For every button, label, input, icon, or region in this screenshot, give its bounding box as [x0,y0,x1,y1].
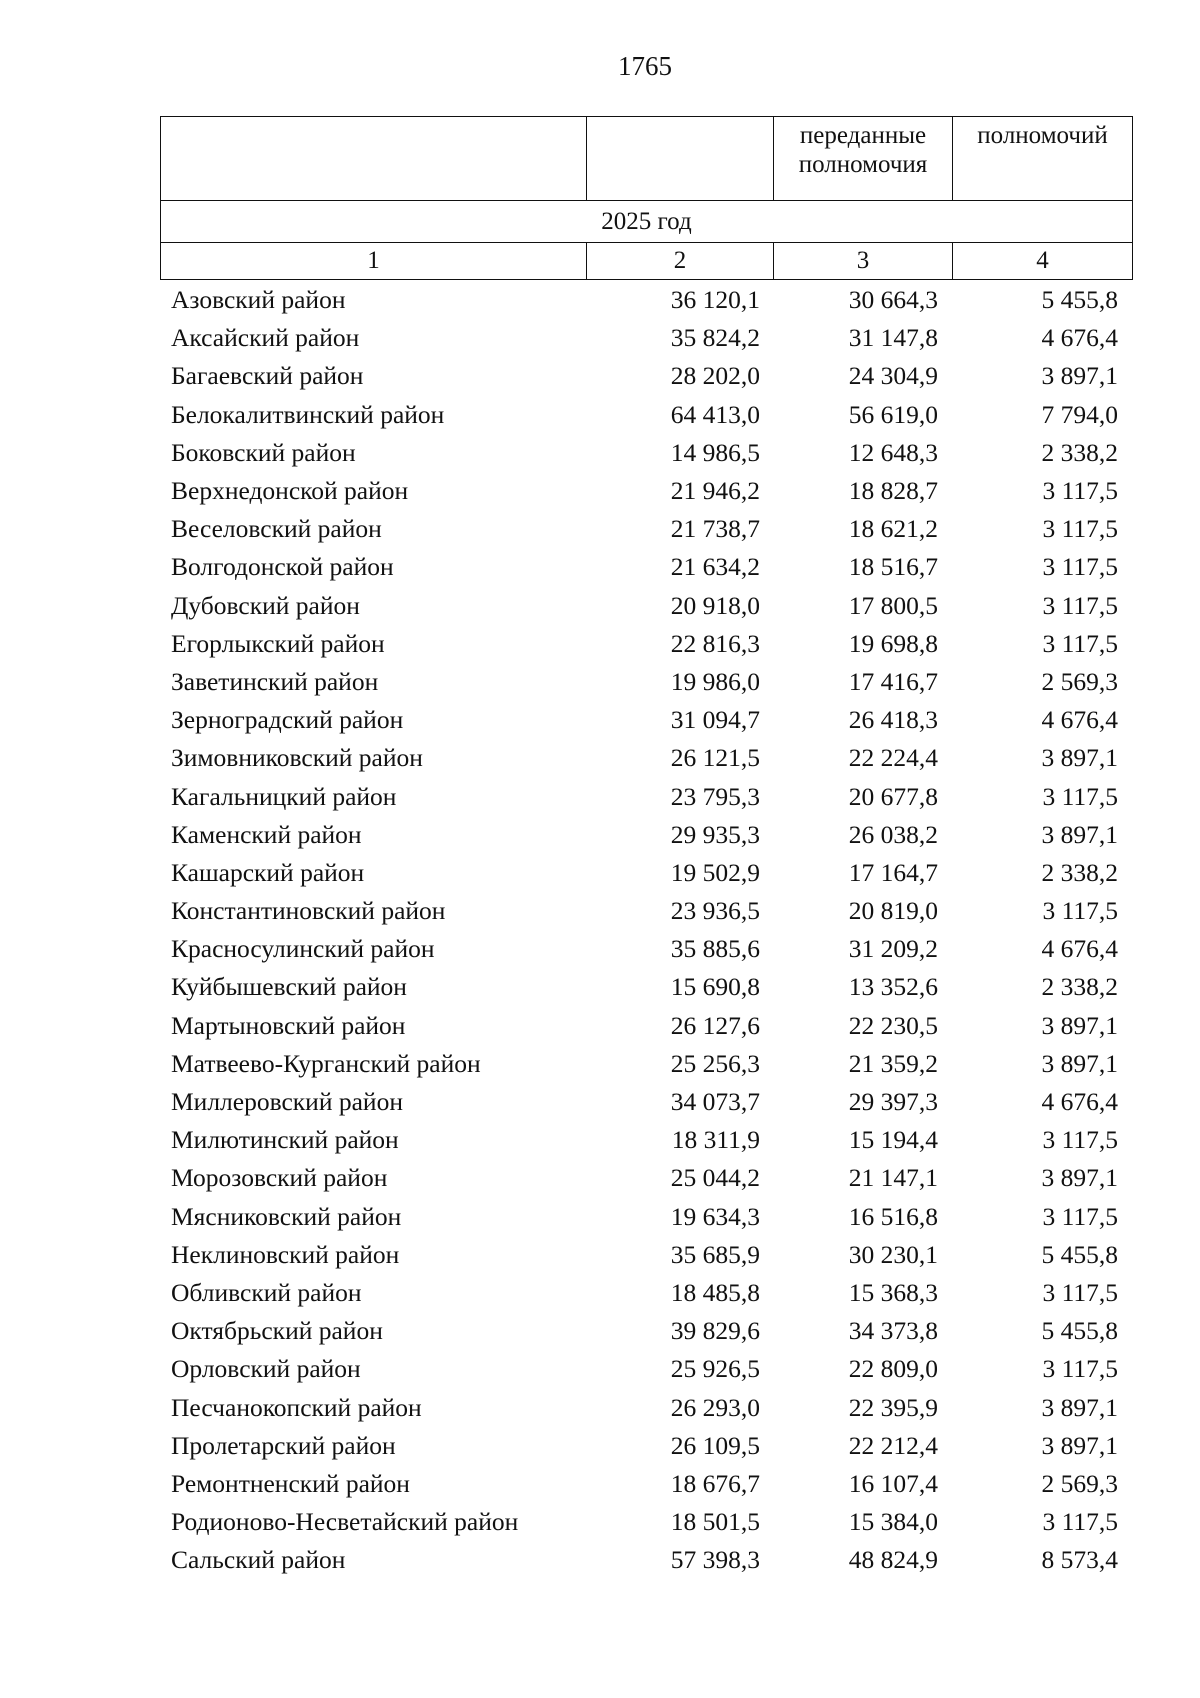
table-row [160,1465,1128,1503]
district-name: Дубовский район [171,590,360,620]
table-row [160,739,1128,777]
value-col4: 3 117,5 [1042,1354,1118,1384]
table-row [160,357,1128,395]
district-name: Каменский район [171,819,362,849]
district-name: Константиновский район [171,896,446,926]
value-col2: 21 946,2 [670,476,760,506]
table-row [160,1236,1128,1274]
value-col3: 21 359,2 [848,1048,938,1078]
table-row [160,1121,1128,1159]
value-col4: 3 117,5 [1042,552,1118,582]
table-row [160,1350,1128,1388]
district-name: Азовский район [171,285,346,315]
value-col2: 19 634,3 [670,1201,760,1231]
value-col2: 23 795,3 [670,781,760,811]
value-col4: 3 897,1 [1041,1010,1118,1040]
value-col3: 18 516,7 [848,552,938,582]
table-row [160,701,1128,739]
value-col2: 39 829,6 [670,1316,760,1346]
table-row [160,1274,1128,1312]
district-name: Обливский район [171,1277,362,1307]
table-row [160,1503,1128,1541]
table-row [160,587,1128,625]
value-col2: 18 311,9 [671,1125,760,1155]
value-col2: 26 127,6 [670,1010,760,1040]
column-number-1: 1 [161,243,587,280]
value-col3: 17 416,7 [848,666,938,696]
value-col3: 12 648,3 [848,437,938,467]
value-col3: 56 619,0 [848,399,938,429]
district-name: Морозовский район [171,1163,388,1193]
table-row [160,1007,1128,1045]
value-col2: 26 293,0 [670,1392,760,1422]
value-col2: 19 986,0 [670,666,760,696]
year-label: 2025 год [161,201,1133,243]
year-row [161,201,1133,243]
value-col2: 18 676,7 [670,1468,760,1498]
district-name: Веселовский район [171,514,382,544]
value-col4: 3 117,5 [1042,1277,1118,1307]
value-col2: 35 685,9 [670,1239,760,1269]
value-col4: 2 338,2 [1041,437,1118,467]
value-col2: 21 738,7 [670,514,760,544]
value-col3: 20 819,0 [848,896,938,926]
value-col4: 3 117,5 [1042,628,1118,658]
value-col2: 25 926,5 [670,1354,760,1384]
value-col2: 22 816,3 [670,628,760,658]
page-number: 1765 [618,51,672,81]
value-col3: 20 677,8 [848,781,938,811]
header-cell-2 [587,117,774,201]
value-col4: 3 117,5 [1042,781,1118,811]
table-row [160,1427,1128,1465]
value-col4: 2 569,3 [1041,666,1118,696]
value-col4: 8 573,4 [1041,1545,1118,1575]
value-col3: 30 664,3 [848,285,938,315]
column-number-3: 3 [774,243,953,280]
value-col2: 31 094,7 [670,705,760,735]
value-col3: 31 147,8 [848,323,938,353]
table-row [160,281,1128,319]
table-header [160,116,1133,280]
header-col3-line1: переданные [799,122,927,149]
value-col4: 5 455,8 [1041,1239,1118,1269]
value-col3: 31 209,2 [848,934,938,964]
value-col3: 22 224,4 [848,743,938,773]
header-col1-text [161,117,586,121]
value-col4: 5 455,8 [1041,1316,1118,1346]
header-cell-4 [953,117,1133,201]
district-name: Милютинский район [171,1125,399,1155]
district-name: Кашарский район [171,857,365,887]
value-col2: 20 918,0 [670,590,760,620]
table-row [160,1388,1128,1426]
value-col3: 17 800,5 [848,590,938,620]
header-col3-text [774,117,952,179]
value-col3: 16 107,4 [848,1468,938,1498]
value-col3: 22 395,9 [848,1392,938,1422]
district-name: Сальский район [171,1545,346,1575]
value-col4: 4 676,4 [1041,323,1118,353]
table-row [160,396,1128,434]
value-col3: 19 698,8 [848,628,938,658]
district-name: Пролетарский район [171,1430,396,1460]
district-name: Красносулинский район [171,934,435,964]
value-col2: 14 986,5 [670,437,760,467]
value-col3: 17 164,7 [848,857,938,887]
value-col4: 4 676,4 [1041,934,1118,964]
table-row [160,1045,1128,1083]
header-col4-text: полномочий [977,122,1108,149]
value-col4: 3 117,5 [1042,514,1118,544]
value-col3: 48 824,9 [848,1545,938,1575]
value-col3: 24 304,9 [848,361,938,391]
table-row [160,1083,1128,1121]
column-number-4: 4 [953,243,1133,280]
value-col4: 2 569,3 [1041,1468,1118,1498]
value-col4: 3 897,1 [1041,1048,1118,1078]
district-name: Миллеровский район [171,1087,403,1117]
value-col4: 3 117,5 [1042,1125,1118,1155]
value-col3: 22 230,5 [848,1010,938,1040]
header-col2-text [587,117,773,121]
district-name: Матвеево-Курганский район [171,1048,481,1078]
district-name: Боковский район [171,437,356,467]
district-name: Аксайский район [171,323,360,353]
value-col4: 2 338,2 [1041,972,1118,1002]
table-row [160,319,1128,357]
district-name: Ремонтненский район [171,1468,410,1498]
column-number-2: 2 [587,243,774,280]
value-col3: 21 147,1 [848,1163,938,1193]
value-col2: 36 120,1 [670,285,760,315]
district-name: Заветинский район [171,666,379,696]
value-col2: 15 690,8 [670,972,760,1002]
district-name: Зерноградский район [171,705,404,735]
value-col2: 29 935,3 [670,819,760,849]
value-col3: 26 038,2 [848,819,938,849]
district-name: Багаевский район [171,361,364,391]
value-col4: 3 897,1 [1041,1430,1118,1460]
table-row [160,892,1128,930]
value-col2: 64 413,0 [670,399,760,429]
value-col3: 13 352,6 [848,972,938,1002]
district-name: Песчанокопский район [171,1392,422,1422]
header-cell-3 [774,117,953,201]
value-col2: 19 502,9 [670,857,760,887]
value-col4: 7 794,0 [1041,399,1118,429]
header-row [161,117,1133,201]
value-col3: 26 418,3 [848,705,938,735]
value-col3: 18 828,7 [848,476,938,506]
district-name: Октябрьский район [171,1316,383,1346]
value-col4: 3 117,5 [1042,1507,1118,1537]
table-row [160,968,1128,1006]
value-col2: 23 936,5 [670,896,760,926]
table-row [160,816,1128,854]
district-name: Орловский район [171,1354,361,1384]
value-col2: 26 109,5 [670,1430,760,1460]
column-numbers-row [161,243,1133,280]
value-col3: 18 621,2 [848,514,938,544]
value-col2: 25 256,3 [670,1048,760,1078]
district-name: Родионово-Несветайский район [171,1507,519,1537]
value-col2: 57 398,3 [670,1545,760,1575]
value-col3: 34 373,8 [848,1316,938,1346]
table-row [160,930,1128,968]
value-col4: 5 455,8 [1041,285,1118,315]
value-col4: 4 676,4 [1041,705,1118,735]
district-name: Мартыновский район [171,1010,406,1040]
district-name: Кагальницкий район [171,781,397,811]
value-col3: 16 516,8 [848,1201,938,1231]
value-col3: 15 194,4 [848,1125,938,1155]
district-name: Куйбышевский район [171,972,407,1002]
value-col4: 3 117,5 [1042,896,1118,926]
value-col4: 3 897,1 [1041,819,1118,849]
value-col4: 3 897,1 [1041,1163,1118,1193]
district-name: Белокалитвинский район [171,399,445,429]
district-name: Верхнедонской район [171,476,409,506]
table-row [160,1159,1128,1197]
district-name: Егорлыкский район [171,628,385,658]
value-col4: 3 117,5 [1042,1201,1118,1231]
value-col4: 3 117,5 [1042,476,1118,506]
value-col2: 35 824,2 [670,323,760,353]
value-col4: 3 897,1 [1041,743,1118,773]
value-col2: 35 885,6 [670,934,760,964]
value-col3: 22 809,0 [848,1354,938,1384]
table-body [160,281,1128,1579]
header-col3-line2: полномочия [798,151,928,178]
table-row [160,1541,1128,1579]
header-cell-1 [161,117,587,201]
table-row [160,1198,1128,1236]
value-col2: 34 073,7 [670,1087,760,1117]
district-name: Зимовниковский район [171,743,423,773]
value-col2: 25 044,2 [670,1163,760,1193]
value-col4: 3 897,1 [1041,1392,1118,1422]
value-col2: 18 501,5 [670,1507,760,1537]
table-row [160,548,1128,586]
value-col2: 26 121,5 [670,743,760,773]
table-row [160,663,1128,701]
value-col2: 21 634,2 [670,552,760,582]
value-col4: 3 117,5 [1042,590,1118,620]
table-row [160,472,1128,510]
district-name: Мясниковский район [171,1201,402,1231]
value-col4: 2 338,2 [1041,857,1118,887]
table-row [160,777,1128,815]
value-col2: 18 485,8 [670,1277,760,1307]
value-col4: 4 676,4 [1041,1087,1118,1117]
value-col3: 29 397,3 [848,1087,938,1117]
table-row [160,625,1128,663]
table-row [160,434,1128,472]
district-name: Волгодонской район [171,552,394,582]
value-col3: 15 368,3 [848,1277,938,1307]
table-row [160,1312,1128,1350]
table-row [160,854,1128,892]
value-col4: 3 897,1 [1041,361,1118,391]
district-name: Неклиновский район [171,1239,400,1269]
budget-table [160,116,1128,1579]
value-col3: 30 230,1 [848,1239,938,1269]
value-col3: 15 384,0 [848,1507,938,1537]
table-row [160,510,1128,548]
value-col2: 28 202,0 [670,361,760,391]
value-col3: 22 212,4 [848,1430,938,1460]
